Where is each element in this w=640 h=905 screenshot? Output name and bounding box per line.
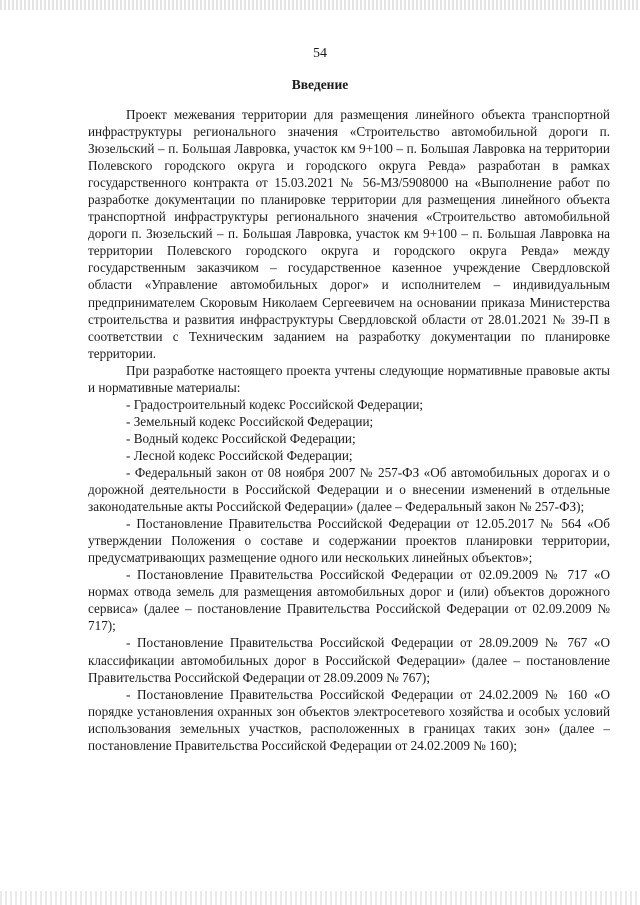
scan-bottom-edge: [0, 891, 640, 905]
page-number: 54: [313, 46, 327, 61]
list-item: - Постановление Правительства Российской Федерации от 24.02.2009 № 160 «О порядке установления охранных зон объектов электросетевого хозяйства и особых условий использования земельных участков, расположенных в границах таких зон» (далее – постановление Правительства Российской Федерации от 24.02.2009 № 160);: [88, 686, 610, 753]
intro-paragraph: Проект межевания территории для размещения линейного объекта транспортной инфраструктуры регионального значения «Строительство автомобильной дороги п. Зюзельский – п. Большая Лавровка, участок км 9+100 – п. Большая Лавровка на территории Полевского городского округа и городского округа Ревда» разработан в рамках государственного контракта от 15.03.2021 № 56-МЗ/5908000 на «Выполнение работ по разработке документации по планировке территории для размещения линейного объекта транспортной инфраструктуры регионального значения «Строительство автомобильной дороги п. Зюзельский – п. Большая Лавровка, участок км 9+100 – п. Большая Лавровка на территории Полевского городского округа и городского округа Ревда» между государственным заказчиком – государственное казенное учреждение Свердловской области «Управление автомобильных дорог» и исполнителем – индивидуальным предпринимателем Скоровым Николаем Сергеевичем на основании приказа Министерства строительства и развития инфраструктуры Свердловской области от 28.01.2021 № 39-П в соответствии с Техническим заданием на разработку документации по планировке территории.: [88, 107, 610, 361]
list-item: - Лесной кодекс Российской Федерации;: [126, 447, 353, 463]
list-item: - Земельный кодекс Российской Федерации;: [126, 413, 374, 429]
document-body: [88, 106, 610, 754]
regulations-lead-paragraph: При разработке настоящего проекта учтены следующие нормативные правовые акты и нормативные материалы:: [88, 362, 610, 395]
list-item: - Федеральный закон от 08 ноября 2007 № 257-ФЗ «Об автомобильных дорогах и о дорожной деятельности в Российской Федерации и о внесении изменений в отдельные законодательные акты Российской Федерации» (далее – Федеральный закон № 257-ФЗ);: [88, 464, 610, 515]
scan-top-edge: [0, 0, 640, 10]
section-title: Введение: [291, 77, 349, 92]
list-item: - Постановление Правительства Российской Федерации от 28.09.2009 № 767 «О классификации автомобильных дорог в Российской Федерации» (далее – постановление Правительства Российской Федерации от 28.09.2009 № 767);: [88, 635, 610, 685]
list-item: - Постановление Правительства Российской Федерации от 02.09.2009 № 717 «О нормах отвода земель для размещения автомобильных дорог и (или) объектов дорожного сервиса» (далее – постановление Правительства Российской Федерации от 02.09.2009 № 717);: [88, 567, 610, 634]
list-item: - Постановление Правительства Российской Федерации от 12.05.2017 № 564 «Об утверждении Положения о составе и содержании проектов планировки территории, предусматривающих размещение одного или нескольких линейных объектов»;: [88, 516, 610, 566]
list-item: - Градостроительный кодекс Российской Федерации;: [126, 396, 424, 412]
list-item: - Водный кодекс Российской Федерации;: [126, 430, 356, 446]
